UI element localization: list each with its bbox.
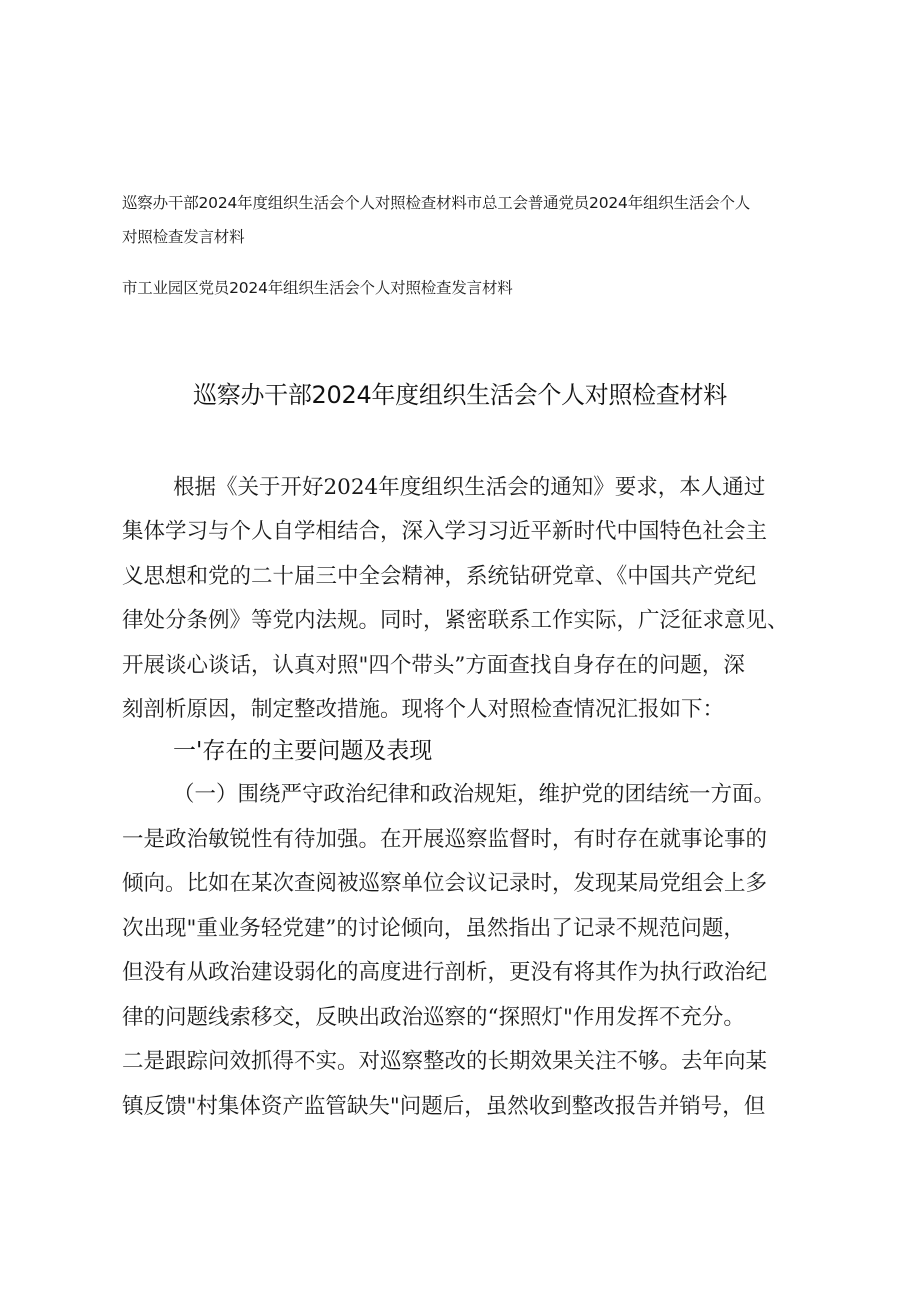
- section-line-1: （一）围绕严守政治纪律和政治规矩，维护党的团结统一方面。: [173, 782, 776, 807]
- intro-line-1: 根据《关于开好2024年度组织生活会的通知》要求，本人通过: [173, 475, 766, 500]
- intro-line-3: 义思想和党的二十届三中全会精神，系统钻研党章、《中国共产党纪: [122, 564, 757, 589]
- section-line-5: 但没有从政治建设弱化的高度进行剖析，更没有将其作为执行政治纪: [122, 960, 768, 985]
- contents-line-3: 市工业园区党员2024年组织生活会个人对照检查发言材料: [122, 279, 513, 297]
- section-line-8: 镇反馈"村集体资产监管缺失"问题后，虽然收到整改报告并销号，但: [122, 1094, 766, 1119]
- section-line-6: 律的问题线索移交，反映出政治巡察的“探照灯"作用发挥不充分。: [122, 1005, 745, 1030]
- section-line-7: 二是跟踪问效抓得不实。对巡察整改的长期效果关注不够。去年向某: [122, 1049, 768, 1074]
- section-line-2: 一是政治敏锐性有待加强。在开展巡察监督时，有时存在就事论事的: [122, 827, 768, 852]
- intro-line-6: 刻剖析原因，制定整改措施。现将个人对照检查情况汇报如下：: [122, 697, 725, 722]
- intro-line-5: 开展谈心谈话，认真对照"四个带头”方面查找自身存在的问题，深: [122, 653, 745, 678]
- intro-line-4: 律处分条例》等党内法规。同时，紧密联系工作实际，广泛征求意见、: [122, 608, 789, 633]
- contents-line-1: 巡察办干部2024年度组织生活会个人对照检查材料市总工会普通党员2024年组织生活会个人: [122, 194, 751, 212]
- contents-line-2: 对照检查发言材料: [122, 228, 245, 246]
- section-line-4: 次出现"重业务轻党建”的讨论倾向，虽然指出了记录不规范问题，: [122, 916, 745, 941]
- intro-line-2: 集体学习与个人自学相结合，深入学习习近平新时代中国特色社会主: [122, 519, 768, 544]
- section-line-3: 倾向。比如在某次查阅被巡察单位会议记录时，发现某局党组会上多: [122, 871, 768, 896]
- document-title: 巡察办干部2024年度组织生活会个人对照检查材料: [193, 381, 727, 409]
- section-heading: 一'存在的主要问题及表现: [173, 738, 433, 764]
